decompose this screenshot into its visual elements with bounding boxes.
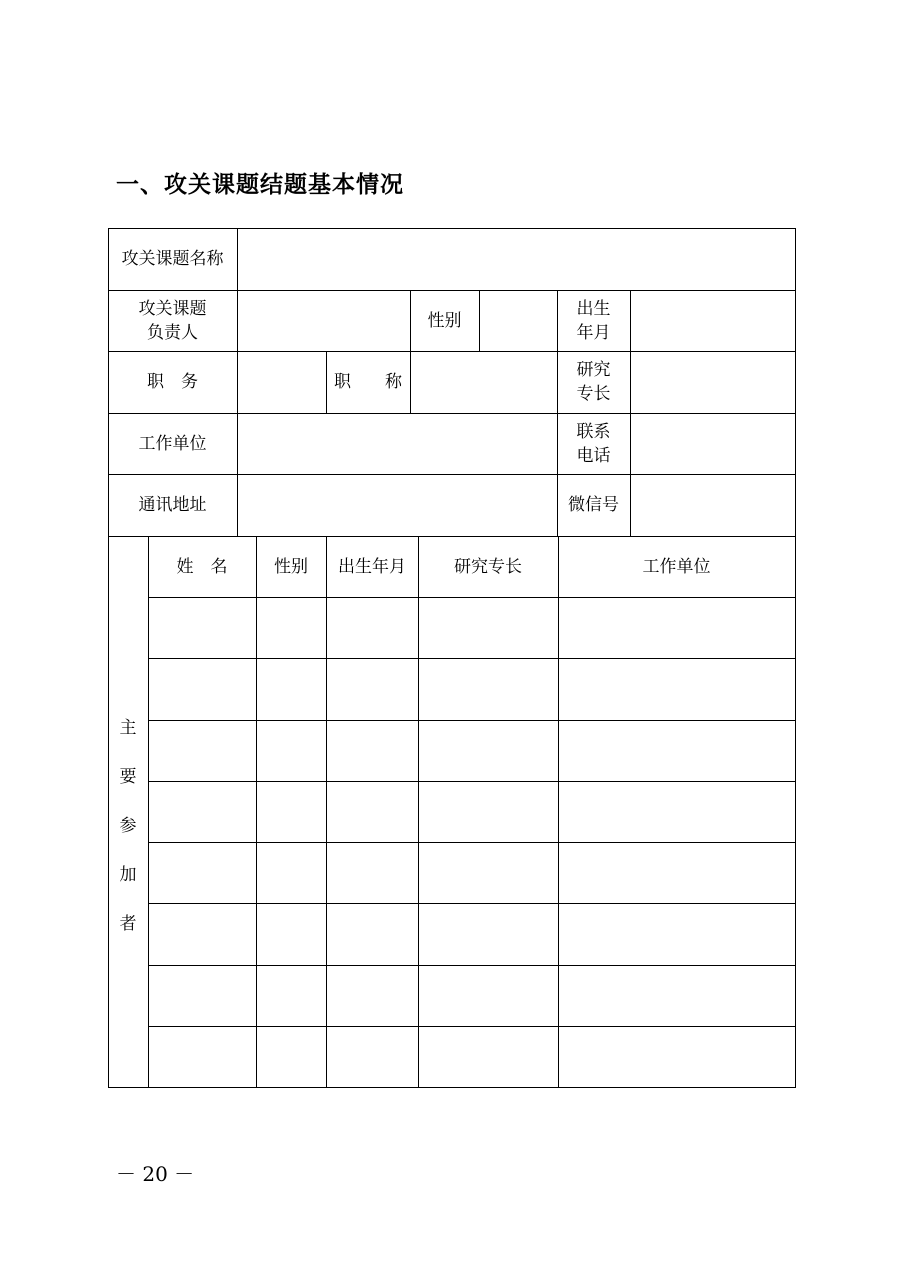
label-project-name: 攻关课题名称	[121, 249, 224, 269]
participant-gender-cell[interactable]	[256, 842, 326, 903]
table-rule	[108, 290, 796, 291]
table-rule	[410, 290, 411, 414]
participant-name-cell[interactable]	[148, 965, 256, 1026]
header-work-unit: 工作单位	[642, 556, 711, 577]
participant-specialty-cell[interactable]	[418, 597, 558, 658]
table-rule	[148, 1026, 796, 1027]
participants-side-char: 者	[119, 914, 137, 934]
table-rule	[630, 290, 631, 537]
table-rule	[108, 474, 796, 475]
participant-work-unit-cell[interactable]	[558, 903, 795, 965]
field-contact-phone[interactable]	[630, 413, 795, 474]
table-rule	[558, 536, 559, 1088]
header-gender: 性别	[274, 556, 308, 577]
participant-specialty-cell[interactable]	[418, 720, 558, 781]
table-rule	[148, 658, 796, 659]
participants-side-char: 加	[119, 865, 137, 885]
participant-name-cell[interactable]	[148, 1026, 256, 1087]
table-rule	[108, 351, 796, 352]
participant-birth-cell[interactable]	[326, 781, 418, 842]
participant-gender-cell[interactable]	[256, 1026, 326, 1087]
table-rule	[148, 842, 796, 843]
label-wechat: 微信号	[568, 495, 619, 515]
table-rule	[256, 536, 257, 1088]
participant-name-cell[interactable]	[148, 903, 256, 965]
label-contact-phone: 联系 电话	[576, 421, 611, 466]
participant-specialty-cell[interactable]	[418, 903, 558, 965]
participant-work-unit-cell[interactable]	[558, 781, 795, 842]
table-rule	[479, 290, 480, 352]
table-rule	[237, 228, 238, 537]
table-rule	[108, 1087, 796, 1088]
participant-name-cell[interactable]	[148, 597, 256, 658]
label-specialty: 研究 专长	[576, 360, 611, 404]
participant-work-unit-cell[interactable]	[558, 658, 795, 720]
participant-gender-cell[interactable]	[256, 903, 326, 965]
header-birth: 出生年月	[338, 556, 406, 577]
participant-specialty-cell[interactable]	[418, 842, 558, 903]
table-rule	[148, 903, 796, 904]
label-title: 职 称	[334, 372, 402, 392]
page-title: 一、攻关课题结题基本情况	[116, 172, 404, 198]
label-leader: 攻关课题 负责人	[138, 298, 207, 343]
label-position: 职 务	[147, 372, 198, 392]
table-rule	[148, 781, 796, 782]
label-work-unit: 工作单位	[138, 433, 207, 454]
label-gender: 性别	[427, 310, 462, 331]
table-rule	[108, 413, 796, 414]
field-project-name[interactable]	[237, 228, 795, 290]
participant-birth-cell[interactable]	[326, 720, 418, 781]
table-rule	[108, 228, 109, 1088]
participant-work-unit-cell[interactable]	[558, 1026, 795, 1087]
header-specialty: 研究专长	[454, 556, 522, 577]
participant-name-cell[interactable]	[148, 720, 256, 781]
table-rule	[148, 720, 796, 721]
participant-work-unit-cell[interactable]	[558, 965, 795, 1026]
participant-name-cell[interactable]	[148, 781, 256, 842]
field-leader-gender[interactable]	[479, 290, 557, 351]
participant-birth-cell[interactable]	[326, 658, 418, 720]
table-rule	[326, 536, 327, 1088]
table-rule	[326, 351, 327, 414]
field-wechat[interactable]	[630, 474, 795, 536]
participant-birth-cell[interactable]	[326, 842, 418, 903]
page-number: － 20 －	[116, 1162, 195, 1186]
field-work-unit[interactable]	[237, 413, 557, 474]
participant-gender-cell[interactable]	[256, 597, 326, 658]
table-rule	[148, 965, 796, 966]
label-address: 通讯地址	[138, 495, 207, 515]
table-rule	[557, 290, 558, 537]
participant-work-unit-cell[interactable]	[558, 597, 795, 658]
table-rule	[108, 228, 796, 229]
participant-name-cell[interactable]	[148, 842, 256, 903]
field-specialty[interactable]	[630, 351, 795, 413]
participant-birth-cell[interactable]	[326, 965, 418, 1026]
field-leader-name[interactable]	[237, 290, 410, 351]
participant-gender-cell[interactable]	[256, 965, 326, 1026]
field-address[interactable]	[237, 474, 557, 536]
participant-birth-cell[interactable]	[326, 903, 418, 965]
field-leader-birth[interactable]	[630, 290, 795, 351]
participant-name-cell[interactable]	[148, 658, 256, 720]
header-name: 姓 名	[176, 556, 228, 577]
participant-gender-cell[interactable]	[256, 720, 326, 781]
participant-work-unit-cell[interactable]	[558, 720, 795, 781]
table-rule	[108, 536, 796, 537]
participant-birth-cell[interactable]	[326, 1026, 418, 1087]
label-birth: 出生 年月	[576, 298, 611, 343]
field-position[interactable]	[237, 351, 326, 413]
field-title[interactable]	[410, 351, 557, 413]
participants-side-char: 主	[119, 718, 137, 738]
participant-specialty-cell[interactable]	[418, 781, 558, 842]
table-rule	[418, 536, 419, 1088]
participant-specialty-cell[interactable]	[418, 965, 558, 1026]
participant-gender-cell[interactable]	[256, 658, 326, 720]
participant-gender-cell[interactable]	[256, 781, 326, 842]
table-rule	[148, 597, 796, 598]
participant-specialty-cell[interactable]	[418, 658, 558, 720]
participants-side-char: 参	[119, 816, 137, 836]
participants-side-char: 要	[119, 767, 137, 787]
participants-side-label	[108, 716, 148, 961]
participant-work-unit-cell[interactable]	[558, 842, 795, 903]
participant-birth-cell[interactable]	[326, 597, 418, 658]
participant-specialty-cell[interactable]	[418, 1026, 558, 1087]
table-rule	[148, 536, 149, 1088]
